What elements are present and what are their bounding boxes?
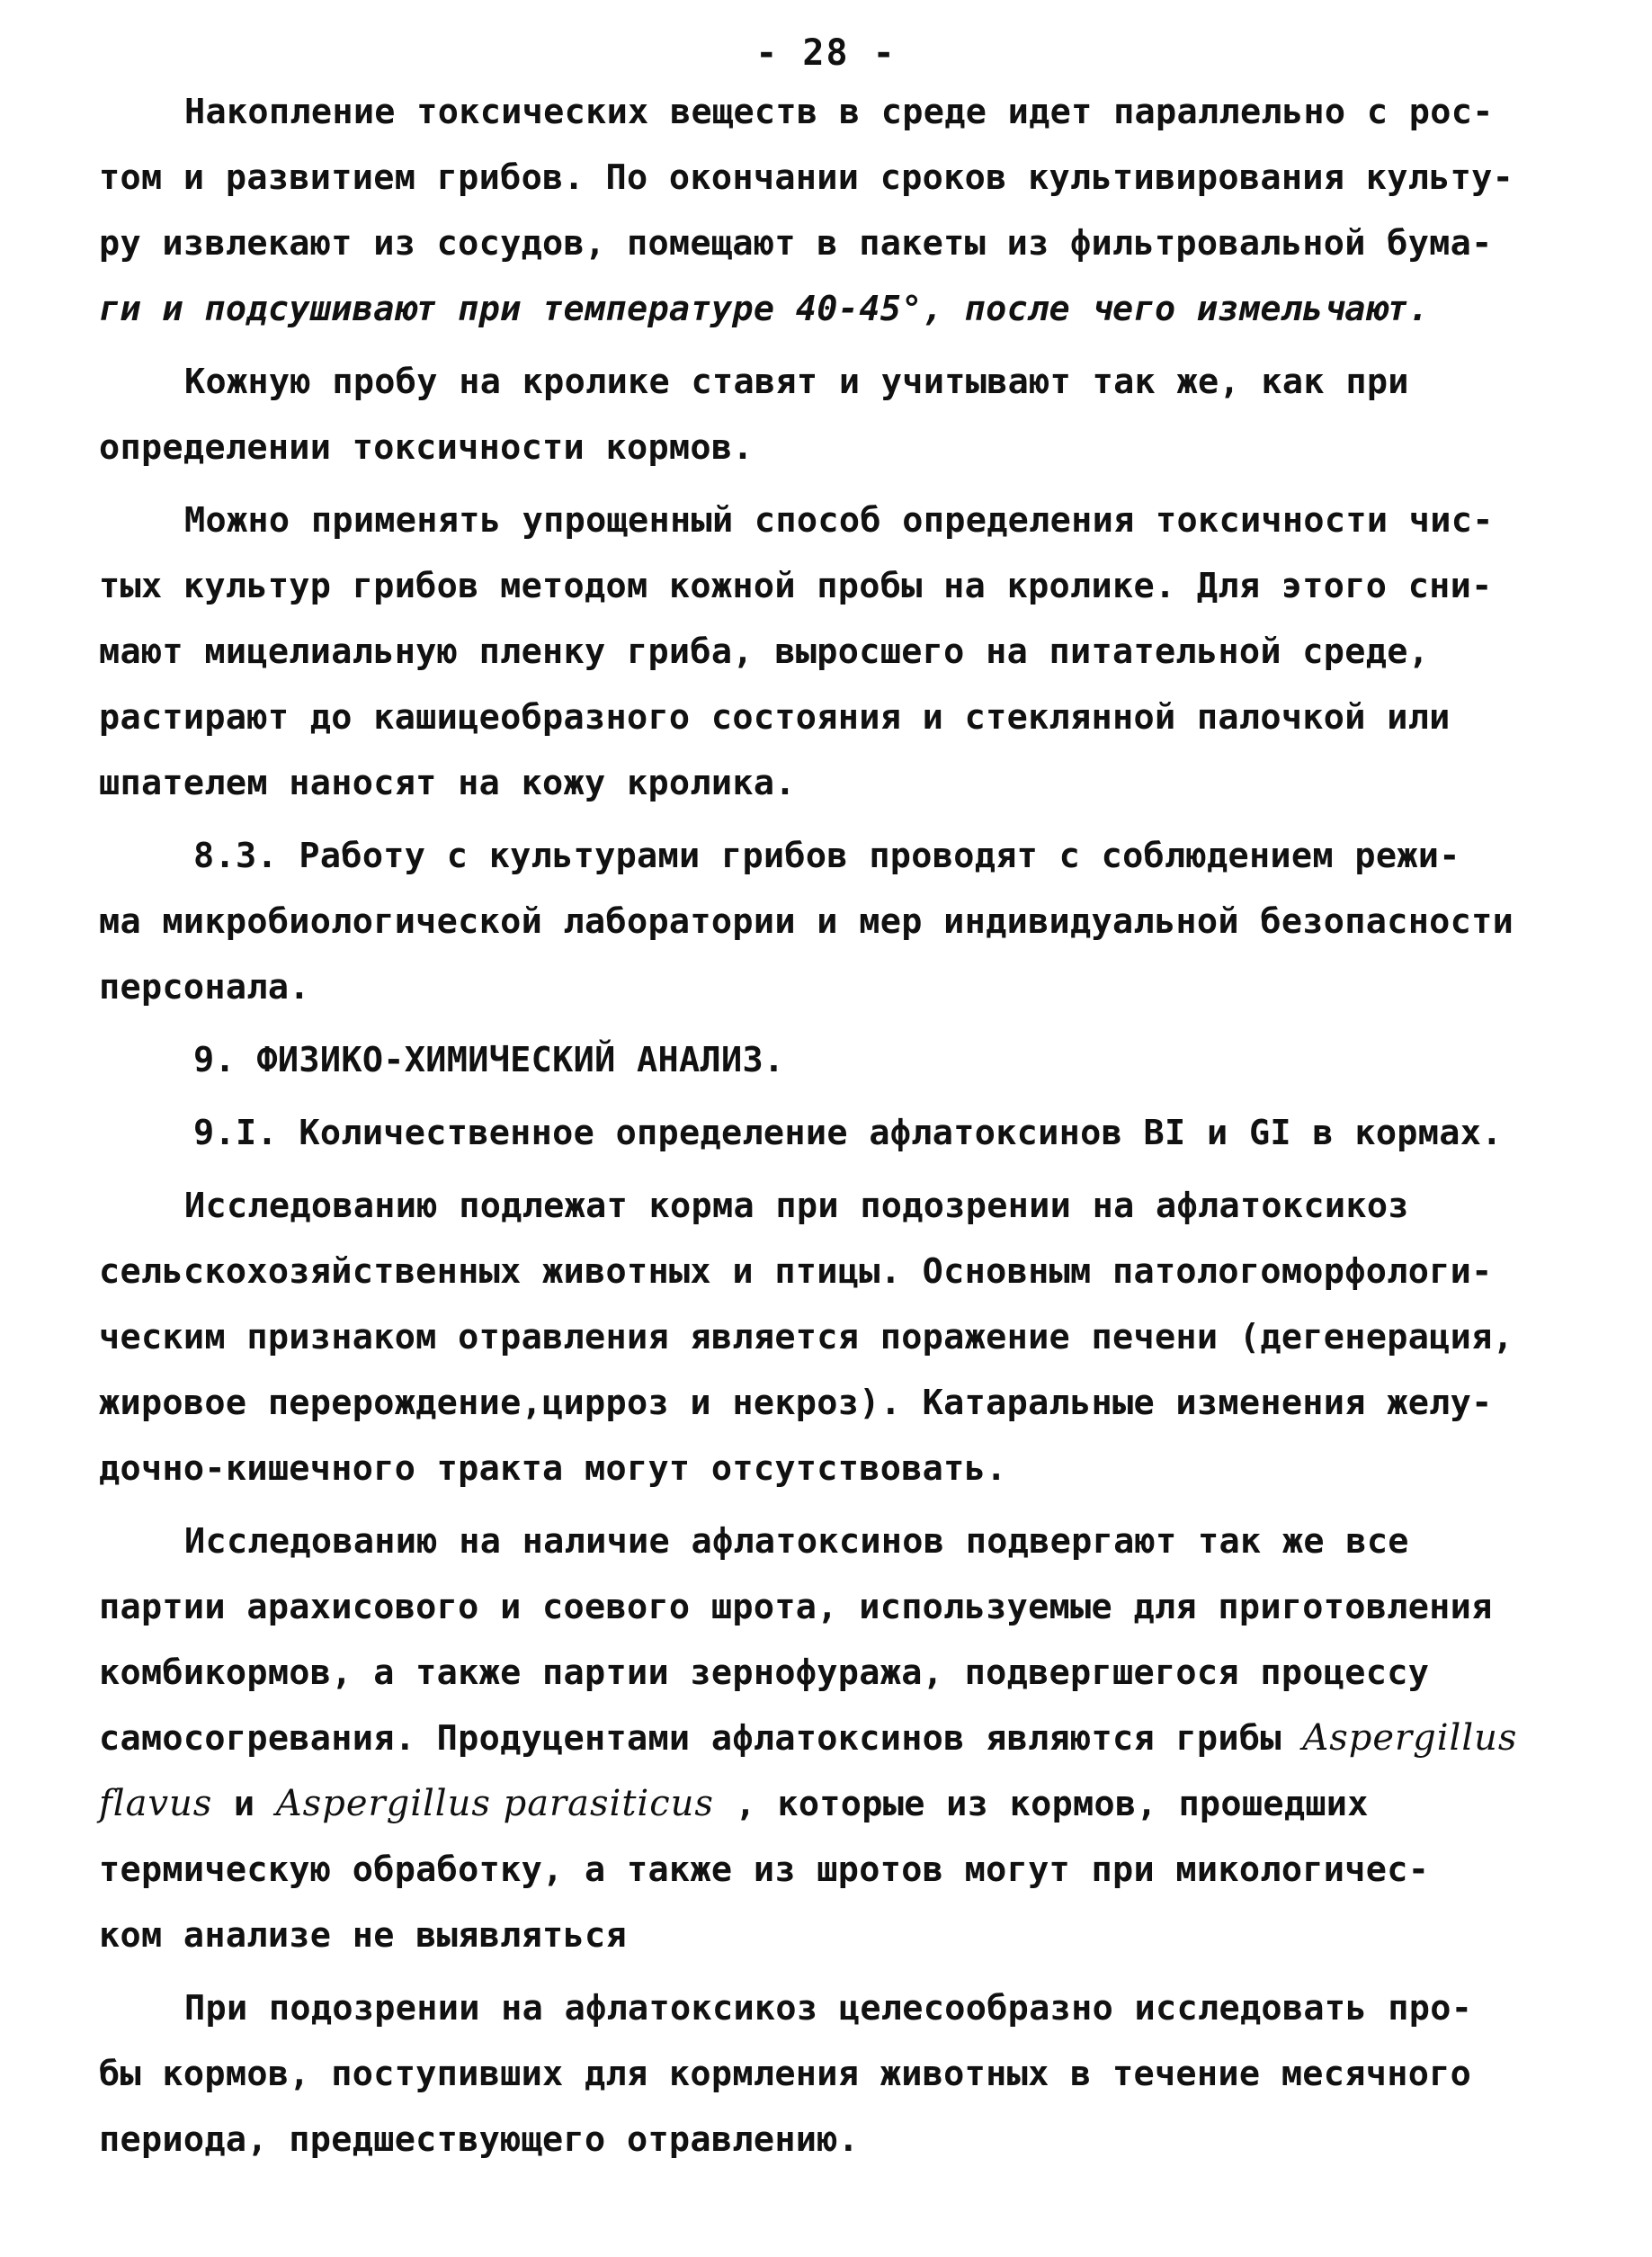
text-line: термическую обработку, а также из шротов могут при микологичес- (99, 1849, 1430, 1890)
paragraph-suspicion-recommendation (99, 1975, 1533, 2172)
text-segment: и (233, 1784, 255, 1824)
text-line: жировое перерождение,цирроз и некроз). Катаральные изменения желу- (99, 1383, 1493, 1423)
page-number: - 28 - (755, 32, 897, 74)
paragraph-aflatoxin-producers (99, 1509, 1533, 1968)
text-line: определении токсичности кормов. (99, 427, 754, 468)
handwritten-genus-name: Aspergillus (1302, 1717, 1518, 1759)
subsection-heading: 9.I. Количественное определение афлатоксинов BI и GI в кормах. (193, 1113, 1503, 1153)
text-line: том и развитием грибов. По окончании сроков культивирования культу- (99, 157, 1514, 198)
text-segment: , которые из кормов, прошедших (735, 1784, 1369, 1824)
text-line: ги и подсушивают при температуре 40-45°, после чего измельчают. (99, 289, 1430, 329)
paragraph-skin-test (99, 349, 1533, 480)
text-line: Исследованию на наличие афлатоксинов подвергают так же все (184, 1521, 1409, 1562)
text-line: При подозрении на афлатоксикоз целесообразно исследовать про- (184, 1988, 1473, 2029)
text-line: персонала. (99, 967, 310, 1008)
text-line: растирают до кашицеобразного состояния и стеклянной палочкой или (99, 697, 1451, 738)
paragraph-subject-of-study (99, 1173, 1533, 1501)
text-line: сельскохозяйственных животных и птицы. Основным патологоморфологи- (99, 1251, 1493, 1292)
text-line: шпателем наносят на кожу кролика. (99, 763, 796, 803)
section-heading-9 (184, 1027, 1533, 1093)
text-line: ма микробиологической лаборатории и мер индивидуальной безопасности (99, 901, 1514, 942)
text-line: ческим признаком отравления является поражение печени (дегенерация, (99, 1317, 1514, 1357)
text-line: периода, предшествующего отравлению. (99, 2119, 860, 2160)
text-line: 8.3. Работу с культурами грибов проводят с соблюдением режи- (193, 836, 1460, 876)
text-line: мают мицелиальную пленку гриба, выросшего на питательной среде, (99, 631, 1430, 672)
paragraph-simplified-method (99, 488, 1533, 816)
text-line (99, 1771, 1533, 1837)
text-line: ком анализе не выявляться (99, 1915, 627, 1956)
text-line: Накопление токсических веществ в среде идет параллельно с рос- (184, 92, 1494, 132)
text-line: бы кормов, поступивших для кормления животных в течение месячного (99, 2054, 1472, 2094)
document-body (99, 79, 1533, 2172)
handwritten-species-parasiticus: Aspergillus parasiticus (275, 1783, 714, 1824)
paragraph-section-8-3 (99, 823, 1533, 1020)
subsection-heading-9-1 (184, 1100, 1533, 1166)
paragraph-accumulation (99, 79, 1533, 342)
text-line: Кожную пробу на кролике ставят и учитывают так же, как при (184, 362, 1409, 402)
text-line: комбикормов, а также партии зернофуража, подвергшегося процессу (99, 1652, 1430, 1693)
handwritten-species-flavus: flavus (99, 1783, 213, 1824)
text-line: ру извлекают из сосудов, помещают в пакеты из фильтровальной бума- (99, 223, 1493, 264)
section-heading: 9. ФИЗИКО-ХИМИЧЕСКИЙ АНАЛИЗ. (193, 1040, 785, 1080)
text-segment: самосогревания. Продуцентами афлатоксинов являются грибы (99, 1718, 1281, 1759)
text-line: Исследованию подлежат корма при подозрении на афлатоксикоз (184, 1186, 1409, 1226)
text-line: Можно применять упрощенный способ определения токсичности чис- (184, 500, 1494, 541)
text-line: тых культур грибов методом кожной пробы на кролике. Для этого сни- (99, 566, 1493, 606)
text-line (99, 1706, 1533, 1771)
text-line: партии арахисового и соевого шрота, используемые для приготовления (99, 1587, 1493, 1627)
text-line: дочно-кишечного тракта могут отсутствовать. (99, 1448, 1007, 1489)
